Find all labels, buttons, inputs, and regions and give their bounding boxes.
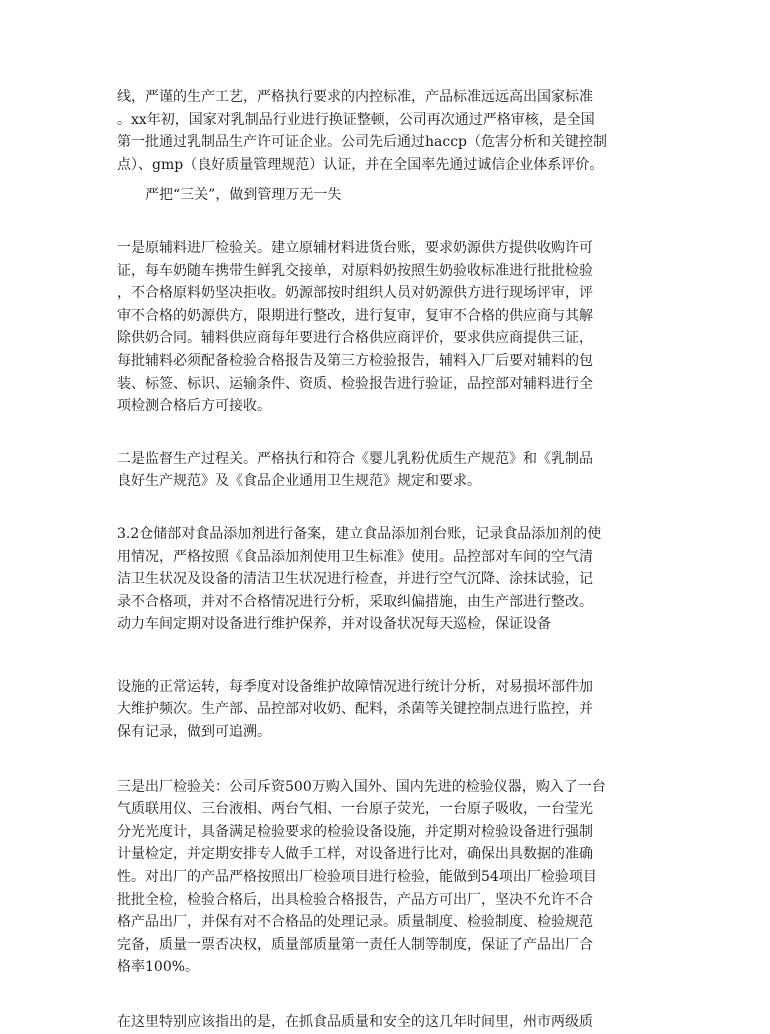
text-line: 性。对出厂的产品严格按照出厂检验项目进行检验，能做到54项出厂检验项目 [117, 869, 597, 886]
paragraph-closing [117, 1011, 661, 1034]
text-line: 批批全检，检验合格后，出具检验合格报告，产品方可出厂，坚决不允许不合 [117, 891, 593, 908]
text-line: 严把“三关”，做到管理万无一失 [145, 187, 342, 204]
text-line: 点）、gmp（良好质量管理规范）认证，并在全国率先通过诚信企业体系评价。 [117, 156, 604, 173]
text-line: 3.2仓储部对食品添加剂进行备案，建立食品添加剂台账，记录食品添加剂的使 [117, 525, 602, 542]
text-line: ，不合格原料奶坚决拒收。奶源部按时组织人员对奶源供方进行现场评审，评 [117, 285, 593, 302]
text-line: 在这里特别应该指出的是，在抓食品质量和安全的这几年时间里，州市两级质 [117, 1014, 593, 1030]
text-line: 证，每车奶随车携带生鲜乳交接单，对原料奶按照生奶验收标准进行批批检验 [117, 262, 593, 279]
text-line: 装、标签、标识、运输条件、资质、检验报告进行验证，品控部对辅料进行全 [117, 375, 593, 392]
section-heading [117, 184, 661, 207]
paragraph-second-gate [117, 448, 661, 493]
text-line: 格产品出厂，并保有对不合格品的处理记录。质量制度、检验制度、检验规范 [117, 914, 593, 931]
text-line: 良好生产规范》及《食品企业通用卫生规范》规定和要求。 [117, 473, 481, 490]
paragraph-storage [117, 523, 661, 636]
text-line: 用情况，严格按照《食品添加剂使用卫生标准》使用。品控部对车间的空气清 [117, 548, 593, 565]
text-line: 审不合格的奶源供方，限期进行整改，进行复审，复审不合格的供应商与其解 [117, 307, 593, 324]
paragraph-intro [117, 86, 661, 176]
text-line: 。xx年初，国家对乳制品行业进行换证整顿，公司再次通过严格审核，是全国 [117, 111, 595, 128]
text-line: 格率100%。 [117, 959, 200, 976]
paragraph-third-gate [117, 776, 661, 979]
text-line: 设施的正常运转，每季度对设备维护故障情况进行统计分析，对易损坏部件加 [117, 678, 593, 695]
text-line: 气质联用仪、三台液相、两台气相、一台原子荧光，一台原子吸收，一台莹光 [117, 801, 593, 818]
text-line: 线，严谨的生产工艺，严格执行要求的内控标准，产品标准远远高出国家标准 [117, 89, 593, 105]
text-line: 一是原辅料进厂检验关。建立原辅材料进货台账，要求奶源供方提供收购许可 [117, 239, 593, 256]
text-line: 项检测合格后方可接收。 [117, 398, 271, 415]
text-line: 三是出厂检验关：公司斥资500万购入国外、国内先进的检验仪器，购入了一台 [117, 778, 606, 795]
text-line: 完备，质量一票否决权，质量部质量第一责任人制等制度，保证了产品出厂合 [117, 936, 593, 953]
document-page [117, 86, 661, 1034]
text-line: 洁卫生状况及设备的清洁卫生状况进行检查，并进行空气沉降、涂抹试验，记 [117, 571, 593, 588]
text-line: 除供奶合同。辅料供应商每年要进行合格供应商评价，要求供应商提供三证， [117, 330, 593, 347]
text-line: 每批辅料必须配备检验合格报告及第三方检验报告，辅料入厂后要对辅料的包 [117, 352, 593, 369]
text-line: 动力车间定期对设备进行维护保养，并对设备状况每天巡检，保证设备 [117, 616, 551, 633]
text-line: 录不合格项，并对不合格情况进行分析，采取纠偏措施，由生产部进行整改。 [117, 593, 593, 610]
paragraph-first-gate [117, 237, 661, 418]
text-line: 计量检定，并定期安排专人做手工样，对设备进行比对，确保出具数据的准确 [117, 846, 593, 863]
text-line: 分光光度计，具备满足检验要求的检验设备设施，并定期对检验设备进行强制 [117, 823, 593, 840]
text-line: 大维护频次。生产部、品控部对收奶、配料，杀菌等关键控制点进行监控，并 [117, 701, 593, 718]
text-line: 第一批通过乳制品生产许可证企业。公司先后通过haccp（危害分析和关键控制 [117, 134, 608, 151]
text-line: 保有记录，做到可追溯。 [117, 724, 271, 741]
text-line: 二是监督生产过程关。严格执行和符合《婴儿乳粉优质生产规范》和《乳制品 [117, 450, 593, 467]
paragraph-continued [117, 676, 661, 744]
